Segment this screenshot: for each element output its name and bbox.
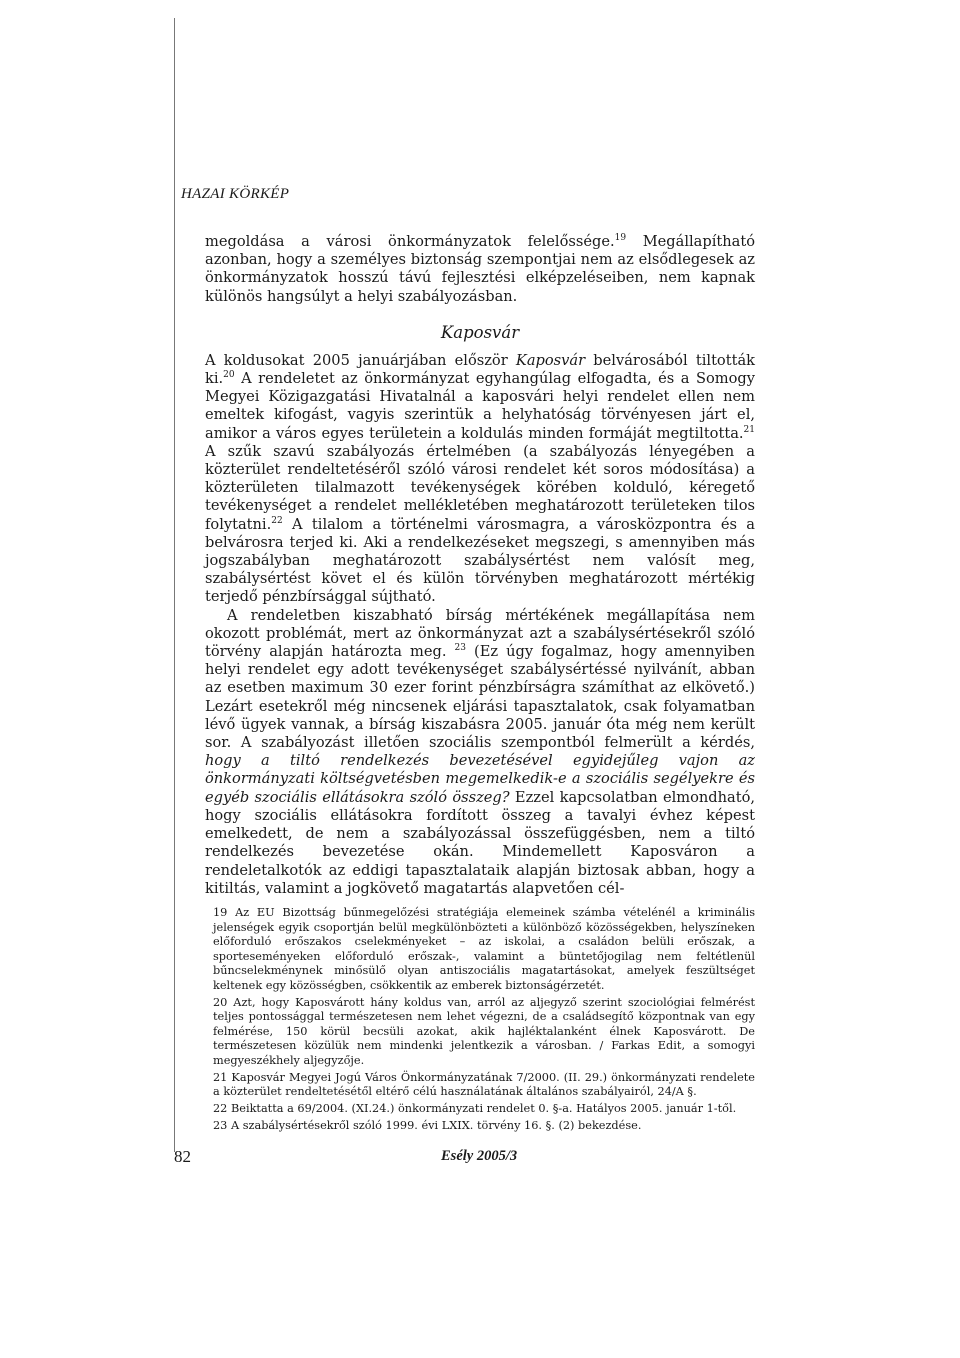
p2-text-a: A rendeletben kiszabható bírság mértékének megállapítása nem okozott problémát, mert az önkormányzat azt a szabálysértésekről szóló törvény alapján határozta meg. <box>205 606 755 661</box>
p2-text-b: (Ez úgy fogalmaz, hogy amennyiben helyi rendelet egy adott tevékenységet szabálysértéssé nyilvánít, abban az esetben maximum 30 ezer forint pénzbírságra számíthat az elkövető.) Lezárt esetekről még nincsenek eljárási tapasztalatok, csak folyamatban lévő ügyek vannak, a bírság kiszabásra 2005. január óta még nem került sor. A szabályozást illetően szociális szempontból felmerült a kérdés, <box>205 643 755 752</box>
paragraph-2 <box>205 607 755 898</box>
footnote-19: 19 Az EU Bizottság bűnmegelőzési stratégiája elemeinek számba vételénél a kriminális jelenségek egyik csoportján belül megkülönbözteti a különböző közösségekben, helyszíneken előforduló erőszakos cselekményeket – az iskolai, a családon belüli erőszak, a sporteseményeken előforduló erőszak-, valamint a büntetőjogilag nem feltétlenül bűncselekménynek minősülő olyan antiszociális magatartásokat, amelyek feszültséget keltenek egy közösségben, csökkentik az emberek biztonságérzetét. <box>213 906 755 992</box>
intro-paragraph <box>205 233 755 306</box>
footnote-22: 22 Beiktatta a 69/2004. (XI.24.) önkormányzati rendelet 0. §-a. Hatályos 2005. január 1-től. <box>213 1102 737 1115</box>
margin-rule <box>174 18 175 1152</box>
footnote-ref-22[interactable]: 22 <box>271 515 283 526</box>
p2-italic-question: hogy a tiltó rendelkezés bevezetésével egyidejűleg vajon az önkormányzati költségvetésben megemelkedik-e a szociális segélyekre és egyéb szociális ellátásokra szóló összeg? <box>205 752 755 806</box>
p1-text-a: A koldusokat 2005 januárjában először <box>205 351 516 369</box>
footnote-ref-19[interactable]: 19 <box>614 233 627 243</box>
footnotes <box>205 906 755 1136</box>
p1-text-d: A szűk szavú szabályozás értelmében (a szabályozás lényegében a közterület rendeltetéséről szóló városi rendelet két soros módosítása) a közterületen tilalmazott tevékenységek körében kolduló, kéregető tevékenységet a rendelet mellékletében meghatározott területeken tilos folytatni. <box>205 442 755 533</box>
paragraph-1 <box>205 352 755 607</box>
section-title: Kaposvár <box>440 322 520 342</box>
p1-text-e: A tilalom a történelmi városmagra, a városközpontra és a belvárosra terjed ki. Aki a rendelkezéseket megszegi, s amennyiben más jogszabályban meghatározott szabálysértést nem valósít meg, szabálysértést követ el és külön törvényben meghatározott mértékig terjedő pénzbírsággal sújtható. <box>205 515 755 606</box>
intro-rest: Megállapítható azonban, hogy a személyes biztonság szempontjai nem az elsődlegesek az önkormányzatok hosszú távú fejlesztési elképzeléseiben, nem kapnak különös hangsúlyt a helyi szabályozásban. <box>205 233 756 305</box>
main-text <box>205 233 755 898</box>
p1-italic-city: Kaposvár <box>515 351 586 369</box>
p2-text-c: Ezzel kapcsolatban elmondható, hogy szociális ellátásokra fordított összeg a tavalyi évhez képest emelkedett, de nem a szabályozással összefüggésben, nem a tiltó rendelkezés bevezetése okán. Mindemellett Kaposváron a rendeletalkotók az eddigi tapasztalataik alapján biztosak abban, hogy a kitiltás, valamint a jogkövető magatartás alapvetően cél- <box>205 788 756 897</box>
p1-text-c: A rendeletet az önkormányzat egyhangúlag elfogadta, és a Somogy Megyei Közigazgatási Hivatalnál a kaposvári helyi rendelet ellen nem emeltek kifogást, vagyis szerintük a helyhatóság törvényesen járt el, amikor a város egyes területein a koldulás minden formáját megtiltotta. <box>205 370 755 442</box>
journal-title: Esély 2005/3 <box>441 1148 518 1164</box>
p1-text-b: belvárosából tiltották ki. <box>205 351 755 388</box>
intro-text: megoldása a városi önkormányzatok felelőssége. <box>205 233 615 250</box>
footnote-ref-20[interactable]: 20 <box>223 370 235 381</box>
page-number: 82 <box>174 1147 191 1166</box>
footnote-ref-21[interactable]: 21 <box>743 424 755 435</box>
running-head: HAZAI KÖRKÉP <box>181 186 290 202</box>
footnote-23: 23 A szabálysértésekről szóló 1999. évi LXIX. törvény 16. §. (2) bekezdése. <box>213 1119 642 1132</box>
footnote-21: 21 Kaposvár Megyei Jogú Város Önkormányzatának 7/2000. (II. 29.) önkormányzati rendelete a közterület rendeltetésétől eltérő célú használatának általános szabályairól, 24/A §. <box>213 1070 755 1098</box>
footnote-20: 20 Azt, hogy Kaposvárott hány koldus van, arról az aljegyző szerint szociológiai felmérést teljes pontossággal természetesen nem lehet végezni, de a családsegítő központnak van egy felmérése, 150 körül becsüli azokat, akik hajléktalanként élnek Kaposvárott. De természetesen közülük nem mindenki jelentkezik a városban. / Farkas Edit, a somogyi megyeszékhely aljegyzője. <box>213 995 755 1067</box>
footnote-ref-23[interactable]: 23 <box>454 643 466 654</box>
